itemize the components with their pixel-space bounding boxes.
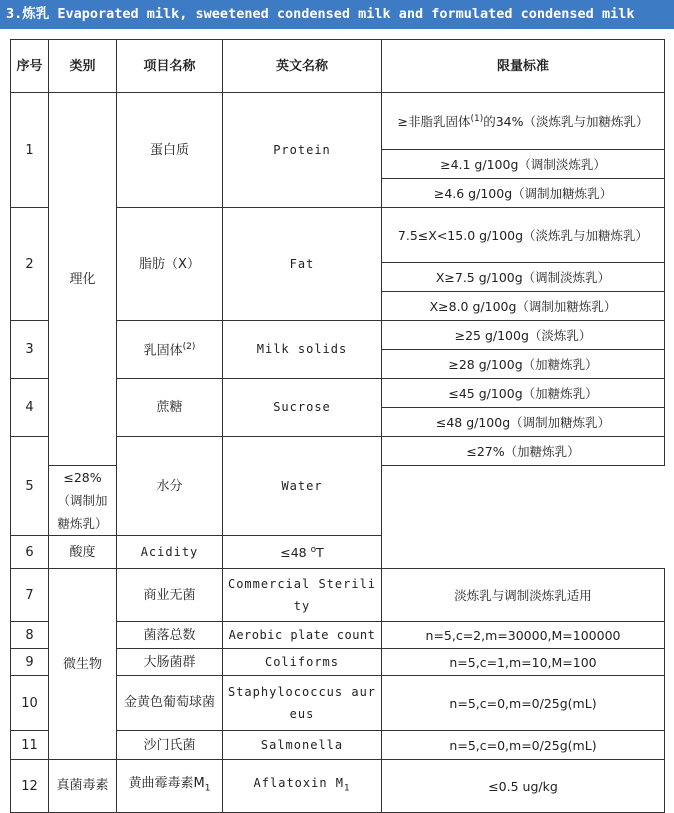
english-name: Salmonella <box>223 731 382 760</box>
english-name: Aerobic plate count <box>223 622 382 649</box>
english-name: Sucrose <box>223 379 382 437</box>
limit-cell: n=5,c=0,m=0/25g(mL) <box>382 731 665 760</box>
row-no: 5 <box>11 437 49 536</box>
standards-table <box>10 39 665 813</box>
row-no: 8 <box>11 622 49 649</box>
item-name: 脂肪（X） <box>117 208 223 321</box>
row-no: 9 <box>11 649 49 676</box>
header-english-name: 英文名称 <box>223 40 382 93</box>
table-row <box>11 93 665 150</box>
limit-cell: ≥25 g/100g（淡炼乳） <box>382 321 665 350</box>
table-row <box>11 536 665 569</box>
item-name: 大肠菌群 <box>117 649 223 676</box>
item-name: 水分 <box>117 437 223 536</box>
limit-cell: ≤28%（调制加糖炼乳） <box>49 466 117 536</box>
limit-cell: ≥非脂乳固体$^{(1)}$的34%（淡炼乳与加糖炼乳） <box>382 93 665 150</box>
limit-cell: ≥28 g/100g（加糖炼乳） <box>382 350 665 379</box>
row-no: 10 <box>11 676 49 731</box>
row-no: 6 <box>11 536 49 569</box>
item-name: 金黄色葡萄球菌 <box>117 676 223 731</box>
english-name: Staphylococcus aureus <box>223 676 382 731</box>
limit-cell: ≤27%（加糖炼乳） <box>382 437 665 466</box>
english-name: Coliforms <box>223 649 382 676</box>
table-row <box>11 569 665 622</box>
category-cell: 理化 <box>49 93 117 466</box>
header-category: 类别 <box>49 40 117 93</box>
item-name: 商业无菌 <box>117 569 223 622</box>
item-name: 酸度 <box>49 536 117 569</box>
item-name: 蔗糖 <box>117 379 223 437</box>
english-name: Aflatoxin $M_1$ <box>223 760 382 813</box>
limit-cell: ≥4.6 g/100g（调制加糖炼乳） <box>382 179 665 208</box>
category-cell: 微生物 <box>49 569 117 760</box>
english-name: Milk solids <box>223 321 382 379</box>
english-name: Fat <box>223 208 382 321</box>
limit-cell: ≤48 $^o$T <box>223 536 382 569</box>
english-name: Water <box>223 437 382 536</box>
limit-cell: 7.5≤X<15.0 g/100g（淡炼乳与加糖炼乳） <box>382 208 665 263</box>
item-name: 黄曲霉毒素$M_1$ <box>117 760 223 813</box>
row-no: 12 <box>11 760 49 813</box>
table-header-row <box>11 40 665 93</box>
limit-cell: ≤48 g/100g（调制加糖炼乳） <box>382 408 665 437</box>
header-item-name: 项目名称 <box>117 40 223 93</box>
standards-table-container <box>10 39 665 813</box>
english-name: Acidity <box>117 536 223 569</box>
item-name: 蛋白质 <box>117 93 223 208</box>
limit-cell: n=5,c=2,m=30000,M=100000 <box>382 622 665 649</box>
category-cell: 真菌毒素 <box>49 760 117 813</box>
limit-cell: ≥4.1 g/100g（调制淡炼乳） <box>382 150 665 179</box>
english-name: Commercial Sterility <box>223 569 382 622</box>
row-no: 7 <box>11 569 49 622</box>
section-title: 3.炼乳 Evaporated milk, sweetened condensed milk and formulated condensed milk <box>0 0 674 29</box>
row-no: 11 <box>11 731 49 760</box>
limit-cell: n=5,c=1,m=10,M=100 <box>382 649 665 676</box>
item-name: 乳固体$^{(2)}$ <box>117 321 223 379</box>
row-no: 3 <box>11 321 49 379</box>
limit-cell: X≥8.0 g/100g（调制加糖炼乳） <box>382 292 665 321</box>
english-name: Protein <box>223 93 382 208</box>
limit-cell: ≤45 g/100g（加糖炼乳） <box>382 379 665 408</box>
row-no: 4 <box>11 379 49 437</box>
header-limit: 限量标准 <box>382 40 665 93</box>
limit-cell: ≤0.5 ug/kg <box>382 760 665 813</box>
limit-cell: X≥7.5 g/100g（调制淡炼乳） <box>382 263 665 292</box>
header-no: 序号 <box>11 40 49 93</box>
row-no: 2 <box>11 208 49 321</box>
row-no: 1 <box>11 93 49 208</box>
table-row <box>11 760 665 813</box>
item-name: 沙门氏菌 <box>117 731 223 760</box>
item-name: 菌落总数 <box>117 622 223 649</box>
limit-cell: 淡炼乳与调制淡炼乳适用 <box>382 569 665 622</box>
limit-cell: n=5,c=0,m=0/25g(mL) <box>382 676 665 731</box>
